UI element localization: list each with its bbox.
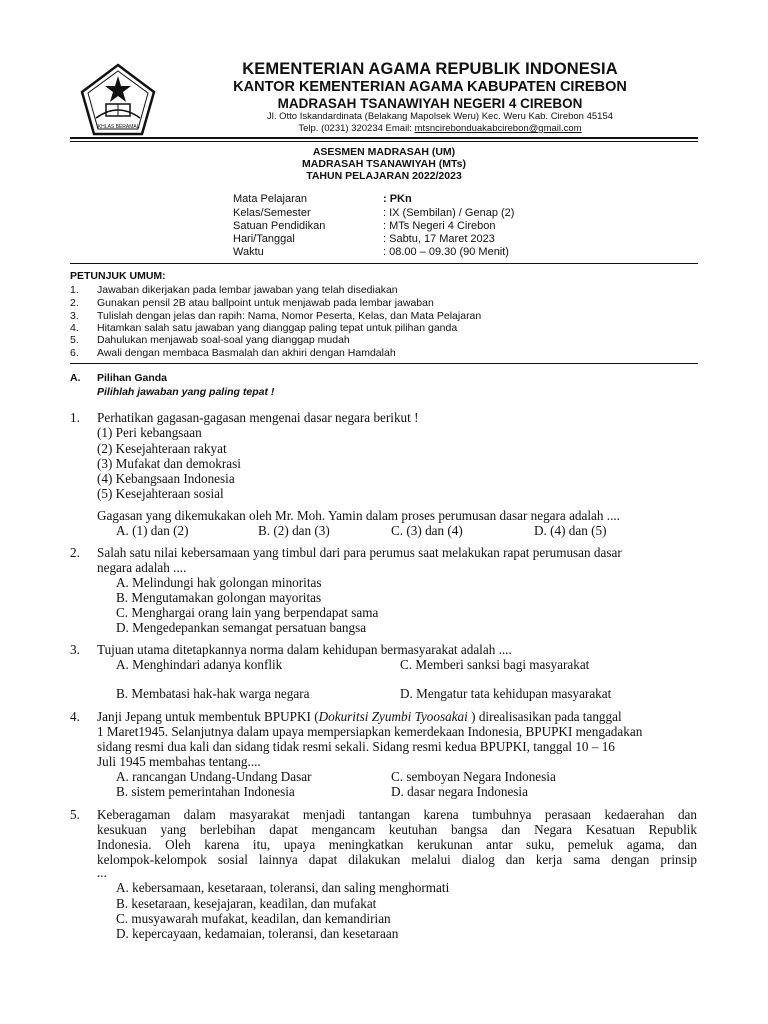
answer-option: C. semboyan Negara Indonesia [391, 769, 556, 784]
question-stem: negara adalah .... [97, 560, 187, 575]
answer-option: B. Membatasi hak-hak warga negara [116, 686, 310, 701]
divider [70, 363, 698, 364]
question-stem: ... [97, 865, 107, 880]
svg-text:IKHLAS BERAMAL: IKHLAS BERAMAL [96, 124, 140, 130]
instruction-item: 3. Tulislah dengan jelas dan rapih: Nama, Nomor Peserta, Kelas, dan Mata Pelajaran [70, 310, 482, 322]
exam-title-3: TAHUN PELAJARAN 2022/2023 [306, 170, 462, 182]
answer-option: A. rancangan Undang-Undang Dasar [116, 769, 312, 784]
instruction-item: 1. Jawaban dikerjakan pada lembar jawaban yang telah disediakan [70, 284, 398, 296]
exam-title-1: ASESMEN MADRASAH (UM) [312, 146, 456, 158]
instruction-item: 5. Dahulukan menjawab soal-soal yang dianggap mudah [70, 334, 350, 346]
question-stem: kelompok-kelompok sosial lainnya dapat dilakukan melalui dialog dan kerja sama dengan prinsip [97, 852, 697, 867]
question-stem: Indonesia. Oleh karena itu, upaya meningkatkan kerukunan antar suku, pemeluk agama, dan [97, 837, 697, 852]
answer-option: C. Memberi sanksi bagi masyarakat [400, 657, 590, 672]
question-stem: 1 Maret1945. Selanjutnya dalam upaya mempersiapkan kemerdekaan Indonesia, BPUPKI mengadakan [97, 724, 643, 739]
answer-option: B. (2) dan (3) [258, 523, 330, 538]
info-row: Waktu : 08.00 – 09.30 (90 Menit) [233, 246, 509, 258]
question-number: 1. [70, 410, 80, 425]
header-rule-thick [70, 137, 698, 139]
question-stem: Janji Jepang untuk membentuk BPUPKI (Dokuritsi Zyumbi Tyoosakai ) direalisasikan pada tanggal [97, 709, 622, 724]
divider [70, 263, 698, 264]
question-number: 5. [70, 807, 80, 822]
instruction-item: 6. Awali dengan membaca Basmalah dan akhiri dengan Hamdalah [70, 347, 396, 359]
answer-option: C. Menghargai orang lain yang berpendapat sama [116, 605, 379, 620]
answer-option: D. Mengedepankan semangat persatuan bangsa [116, 620, 367, 635]
email-link[interactable]: mtsncirebonduakabcirebon@gmail.com [414, 123, 582, 134]
answer-option: A. Melindungi hak golongan minoritas [116, 575, 322, 590]
answer-option: D. (4) dan (5) [534, 523, 607, 538]
list-item: (2) Kesejahteraan rakyat [97, 441, 227, 456]
header-ministry: KEMENTERIAN AGAMA REPUBLIK INDONESIA [242, 60, 618, 78]
question-stem: Perhatikan gagasan-gagasan mengenai dasar negara berikut ! [97, 410, 419, 425]
question-text: Gagasan yang dikemukakan oleh Mr. Moh. Yamin dalam proses perumusan dasar negara adalah .... [97, 508, 620, 523]
answer-option: C. musyawarah mufakat, keadilan, dan kemandirian [116, 911, 391, 926]
list-item: (3) Mufakat dan demokrasi [97, 456, 241, 471]
answer-option: B. kesetaraan, kesejajaran, keadilan, dan mufakat [116, 896, 377, 911]
header-office: KANTOR KEMENTERIAN AGAMA KABUPATEN CIREBON [233, 79, 627, 95]
exam-title-2: MADRASAH TSANAWIYAH (MTs) [302, 158, 466, 170]
header-school: MADRASAH TSANAWIYAH NEGERI 4 CIREBON [277, 96, 583, 111]
answer-option: B. sistem pemerintahan Indonesia [116, 784, 295, 799]
list-item: (1) Peri kebangsaan [97, 425, 202, 440]
answer-option: A. (1) dan (2) [116, 523, 189, 538]
question-number: 3. [70, 642, 80, 657]
list-item: (5) Kesejahteraan sosial [97, 486, 224, 501]
header-address: Jl. Otto Iskandardinata (Belakang Mapolsek Weru) Kec. Weru Kab. Cirebon 45154 [266, 111, 614, 122]
answer-option: C. (3) dan (4) [391, 523, 463, 538]
question-stem: Tujuan utama ditetapkannya norma dalam kehidupan bermasyarakat adalah .... [97, 642, 512, 657]
instruction-item: 2. Gunakan pensil 2B atau ballpoint untuk menjawab pada lembar jawaban [70, 297, 434, 309]
header-contact: Telp. (0231) 320234 Email: mtsncirebonduakabcirebon@gmail.com [298, 123, 582, 134]
question-stem: sidang resmi dua kali dan sidang tidak resmi sekali. Sidang resmi kedua BPUPKI, tanggal 10 – 16 [97, 739, 615, 754]
question-number: 2. [70, 545, 80, 560]
question-stem: Salah satu nilai kebersamaan yang timbul dari para perumus saat melakukan rapat perumusan dasar [97, 545, 622, 560]
instruction-item: 4. Hitamkan salah satu jawaban yang dianggap paling tepat untuk pilihan ganda [70, 322, 458, 334]
info-row: Satuan Pendidikan : MTs Negeri 4 Cirebon [233, 220, 496, 232]
question-stem: Juli 1945 membahas tentang.... [97, 754, 261, 769]
answer-option: B. Mengutamakan golongan mayoritas [116, 590, 322, 605]
section-subtitle: Pilihlah jawaban yang paling tepat ! [97, 386, 275, 398]
instructions-title: PETUNJUK UMUM: [70, 270, 166, 282]
answer-option: D. dasar negara Indonesia [391, 784, 528, 799]
question-stem: Keberagaman dalam masyarakat menjadi tantangan karena tumbuhnya perasaan kedaerahan dan [97, 807, 697, 822]
info-row: Hari/Tanggal : Sabtu, 17 Maret 2023 [233, 233, 495, 245]
info-row: Mata Pelajaran : PKn [233, 193, 412, 205]
list-item: (4) Kebangsaan Indonesia [97, 471, 235, 486]
question-stem: kesukuan yang berlebihan dapat mengancam keutuhan bangsa dan Negara Kesatuan Republik [97, 822, 697, 837]
answer-option: D. Mengatur tata kehidupan masyarakat [400, 686, 612, 701]
answer-option: A. Menghindari adanya konflik [116, 657, 283, 672]
info-row: Kelas/Semester : IX (Sembilan) / Genap (2) [233, 207, 515, 219]
header-rule-thin [70, 141, 698, 142]
section-title: A. Pilihan Ganda [70, 372, 168, 384]
answer-option: D. kepercayaan, kedamaian, toleransi, dan kesetaraan [116, 926, 399, 941]
answer-option: A. kebersamaan, kesetaraan, toleransi, dan saling menghormati [116, 880, 450, 895]
ministry-logo [76, 62, 160, 138]
question-number: 4. [70, 709, 80, 724]
